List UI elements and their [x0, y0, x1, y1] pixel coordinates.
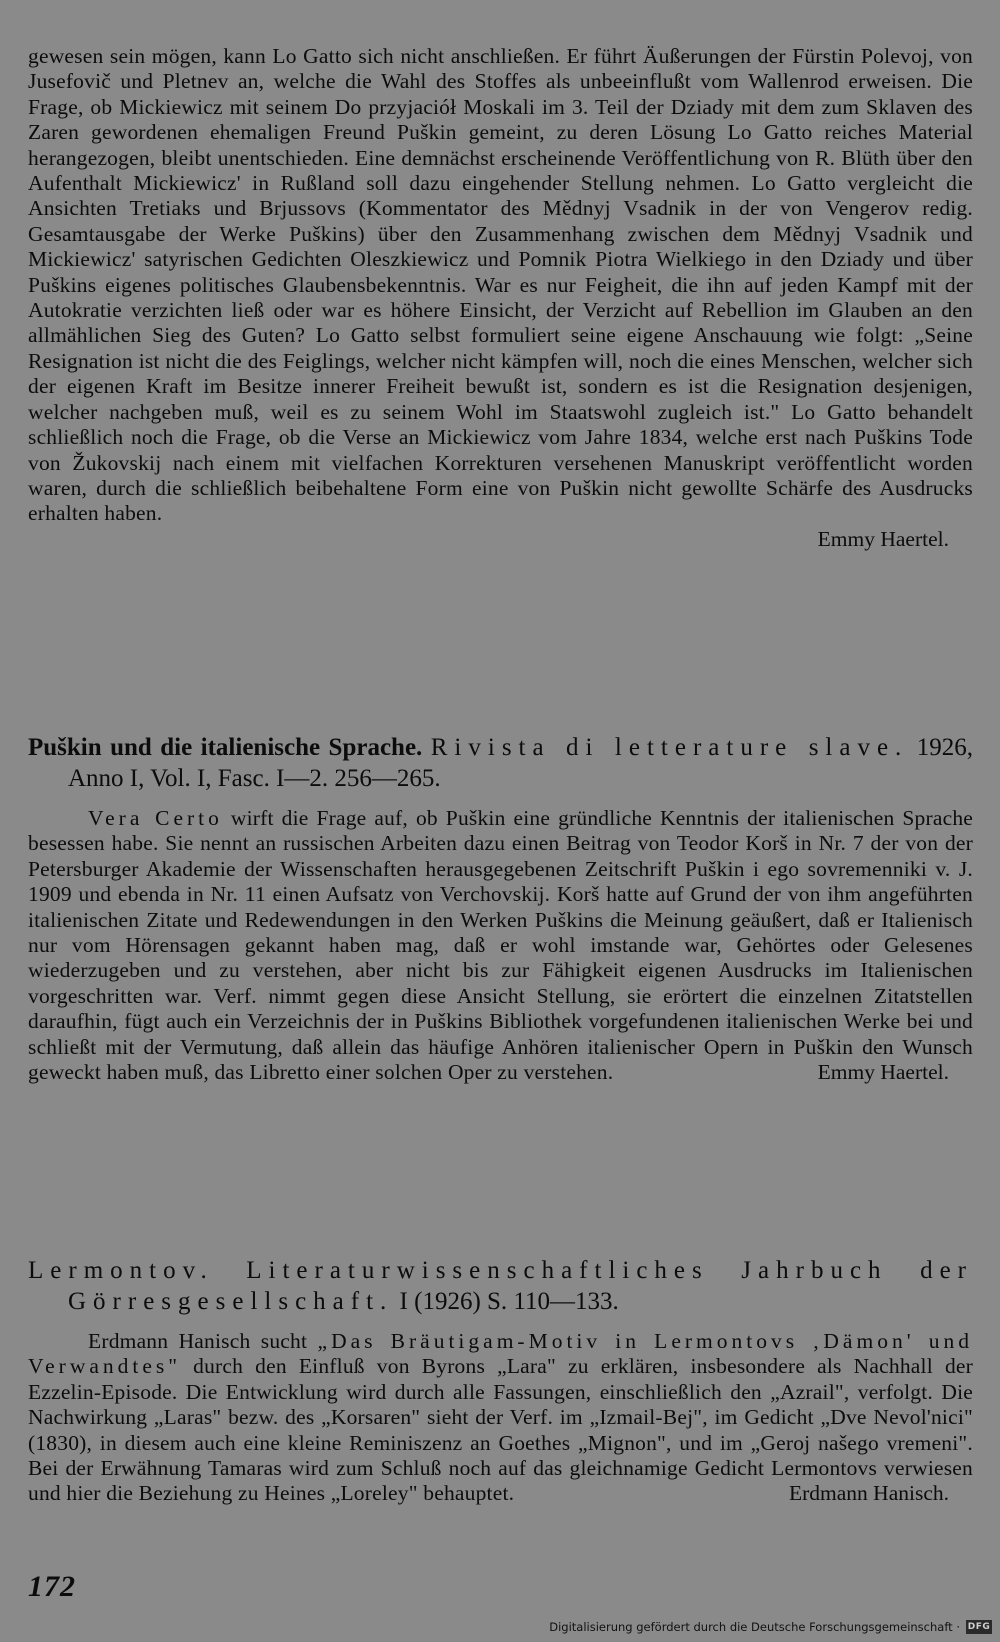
review-body	[28, 1329, 973, 1507]
digitization-footer	[549, 1616, 992, 1638]
page-number: 172	[28, 1570, 76, 1603]
review-heading	[28, 732, 973, 794]
review-author: Erdmann Hanisch sucht	[88, 1329, 308, 1353]
review-signature: Emmy Haertel.	[817, 1060, 949, 1085]
dfg-logo-icon: DFG	[967, 1622, 991, 1632]
heading-journal: Lermontov. Literaturwissenschaftliches Jahrbuch der Görresgesellschaft.	[28, 1257, 973, 1315]
heading-citation: I (1926) S. 110—133.	[399, 1288, 619, 1315]
heading-citation: 1926, Anno I, Vol. I, Fasc. I—2. 256—265.	[68, 734, 974, 792]
review-heading	[28, 1255, 973, 1317]
review-puskin-italian	[28, 732, 973, 1085]
review-body	[28, 806, 973, 1085]
review-author: Vera Certo	[88, 806, 223, 830]
review-signature: Emmy Haertel.	[817, 526, 949, 551]
review-text: durch den Einfluß von Byrons „Lara" zu erklären, insbesondere als Nachhall der Ezzelin-Episode. Die Entwicklung wird durch alle Fassungen, einschließlich den „Azrail", verfolgt. Die Nachwirkung „Laras" bezw. des „Korsaren" sieht der Verf. im „Izmail-Bej", im Gedicht „Dve Nevol'nici" (1830), in diesem auch eine kleine Reminiszenz an Goethes „Mignon", und im „Geroj našego vremeni". Bei der Erwähnung Tamaras wird zum Schluß noch auf das gleichnamige Gedicht Lermontovs verwiesen und hier die Beziehung zu Heines „Loreley" behauptet.	[28, 1354, 973, 1506]
heading-journal: Rivista di letterature slave.	[430, 734, 909, 761]
heading-title: Puškin und die italienische Sprache.	[28, 734, 423, 761]
review-subject-title: „Das Bräutigam-Motiv in Lermontovs ‚Dämon' und Verwandtes"	[28, 1329, 973, 1379]
footer-credit: Digitalisierung gefördert durch die Deutsche Forschungsgemeinschaft ·	[549, 1620, 960, 1634]
review-text: wirft die Frage auf, ob Puškin eine gründliche Kenntnis der italienischen Sprache besessen habe. Sie nennt an russischen Arbeiten dazu einen Beitrag von Teodor Korš in Nr. 7 der von der Petersburger Akademie der Wissenschaften herausgegebenen Zeitschrift Puškin i ego sovremenniki v. J. 1909 und ebenda in Nr. 11 einen Aufsatz von Verchovskij. Korš hatte auf Grund der von ihm angeführten italienischen Zitate und Redewendungen in den Werken Puškins die Meinung geäußert, daß er Italienisch nur vom Hörensagen gekannt haben mag, daß er wohl imstande war, Gehörtes oder Gelesenes wiederzugeben und zu verstehen, aber nicht bis zur Fähigkeit eigenen Ausdrucks im Italienischen vorgeschritten war. Verf. nimmt gegen diese Ansicht Stellung, sie erörtert die einzelnen Zitatstellen daraufhin, fügt auch ein Verzeichnis der in Puškins Bibliothek vorgefundenen italienischen Werke bei und schließt mit der Vermutung, daß allein das häufige Anhören italienischer Opern in Puškin den Wunsch geweckt haben muß, das Libretto einer solchen Oper zu verstehen.	[28, 806, 974, 1085]
review-continued	[28, 44, 973, 552]
review-lermontov	[28, 1255, 973, 1507]
review-body: gewesen sein mögen, kann Lo Gatto sich nicht anschließen. Er führt Äußerungen der Fürstin Polevoj, von Jusefovič und Pletnev an, welche die Wahl des Stoffes als unbeeinflußt vom Wallenrod erweisen. Die Frage, ob Mickiewicz mit seinem Do przyjaciół Moskali im 3. Teil der Dziady mit dem zum Sklaven des Zaren gewordenen ehemaligen Freund Puškin gemeint, zu deren Lösung Lo Gatto reiches Material herangezogen, bleibt unentschieden. Eine demnächst erscheinende Veröffentlichung von R. Blüth über den Aufenthalt Mickiewicz' in Rußland soll dazu eingehender Stellung nehmen. Lo Gatto vergleicht die Ansichten Tretiaks und Brjussovs (Kommentator des Mědnyj Vsadnik in der von Vengerov redig. Gesamtausgabe der Werke Puškins) über den Zusammenhang zwischen dem Mědnyj Vsadnik und Mickiewicz' satyrischen Gedichten Oleszkiewicz und Pomnik Piotra Wielkiego in den Dziady und über Puškins eigenes politisches Glaubensbekenntnis. War es nur Feigheit, die ihn auf jeden Kampf mit der Autokratie verzichten ließ oder war es höhere Einsicht, der Verzicht auf Rebellion im Glauben an den allmählichen Sieg des Guten? Lo Gatto selbst formuliert seine eigene Anschauung wie folgt: „Seine Resignation ist nicht die des Feiglings, welcher nicht kämpfen will, noch die eines Menschen, welcher sich der eigenen Kraft im Besitze innerer Freiheit bewußt ist, sondern es ist die Resignation desjenigen, welcher nachgeben muß, weil es zu seinem Wohl im Staatswohl zugleich ist." Lo Gatto behandelt schließlich noch die Frage, ob die Verse an Mickiewicz vom Jahre 1834, welche erst nach Puškins Tode von Žukovskij nach einem mit vielfachen Korrekturen versehenen Manuskript veröffentlicht worden waren, durch die schließlich beibehaltene Form eine von Puškin nicht gewollte Schärfe des Ausdrucks erhalten haben.	[28, 44, 973, 526]
review-signature: Erdmann Hanisch.	[788, 1481, 949, 1506]
